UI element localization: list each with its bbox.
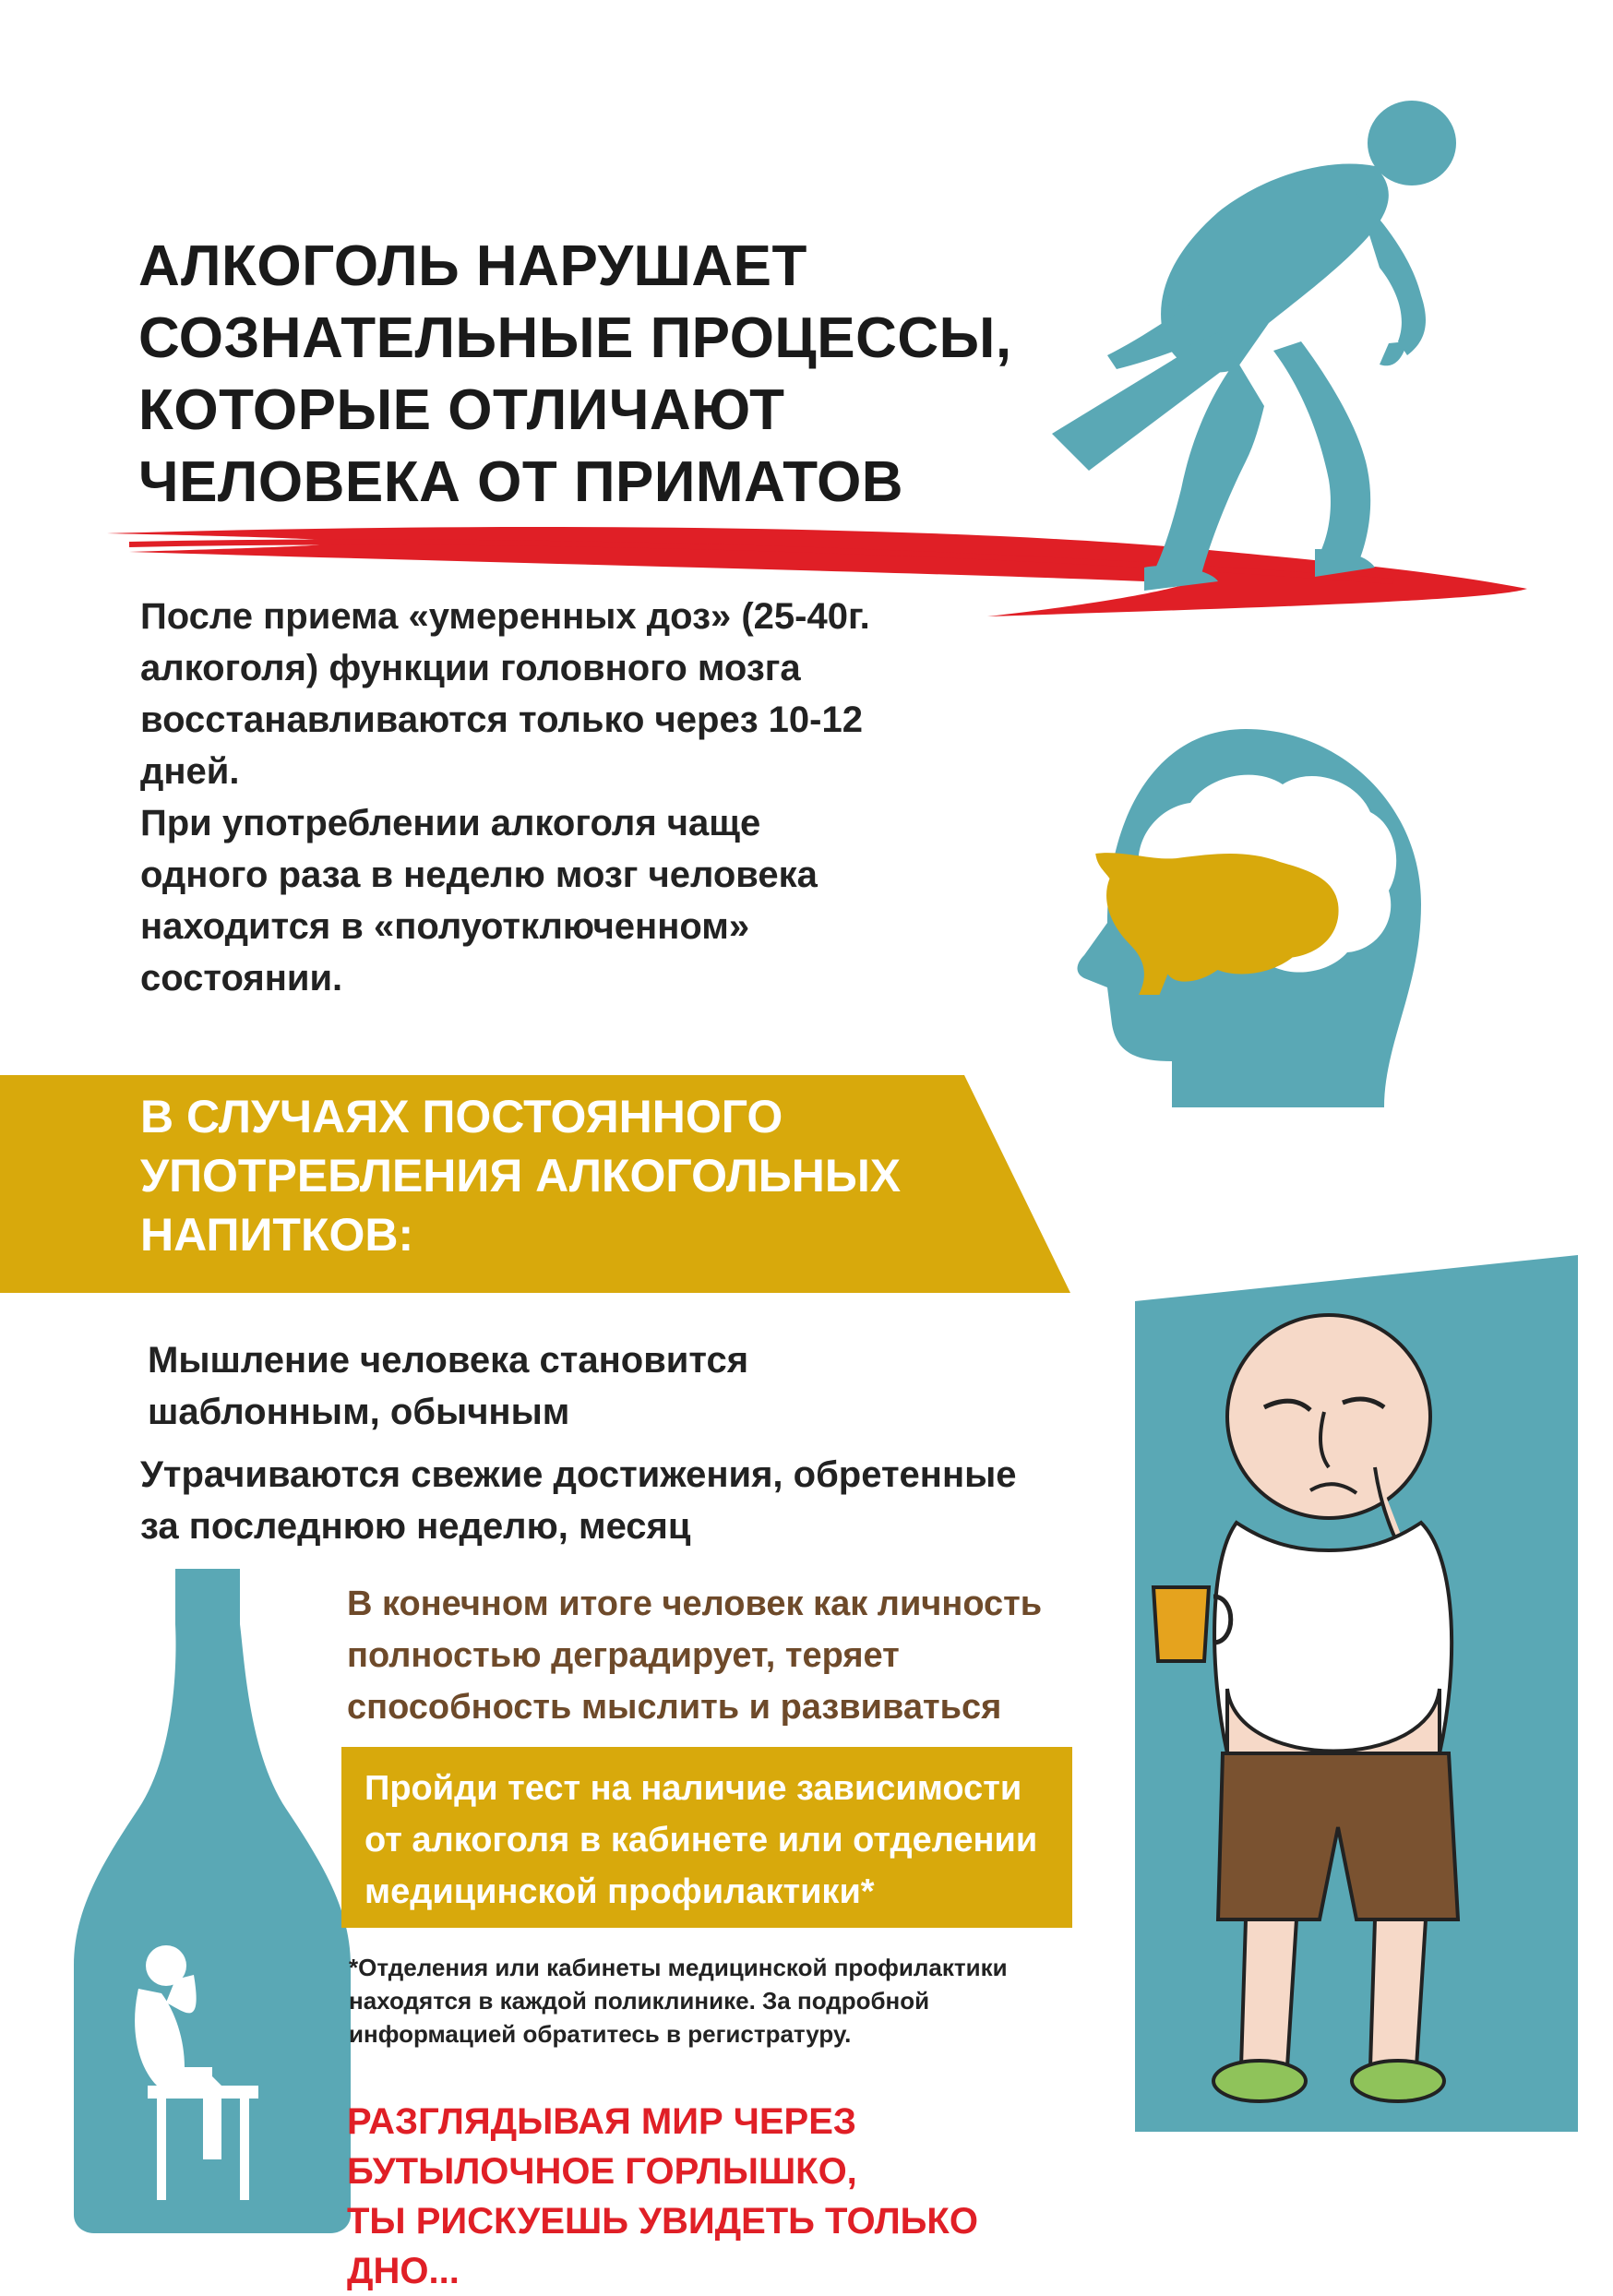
intro-line: одного раза в неделю мозг человека xyxy=(140,855,818,895)
intro-line: дней. xyxy=(140,751,240,792)
drunk-man-cartoon-icon xyxy=(1135,1255,1578,2141)
effect-item-thinking xyxy=(148,1334,978,1438)
intro-paragraph xyxy=(140,591,1026,1004)
intro-line: алкоголя) функции головного мозга xyxy=(140,648,801,688)
footnote xyxy=(349,1951,1050,2051)
cta-text xyxy=(364,1763,1066,1918)
effect-line: шаблонным, обычным xyxy=(148,1392,570,1432)
footnote-line: *Отделения или кабинеты медицинской профилактики xyxy=(349,1954,1008,1981)
effect-line: за последнюю неделю, месяц xyxy=(140,1506,691,1547)
cta-line: от алкоголя в кабинете или отделении xyxy=(364,1821,1038,1860)
cta-line: Пройди тест на наличие зависимости xyxy=(364,1769,1022,1808)
intro-line: восстанавливаются только через 10-12 xyxy=(140,700,863,740)
footnote-line: находятся в каждой поликлинике. За подробной xyxy=(349,1987,930,2015)
slogan-line: ТЫ РИСКУЕШЬ УВИДЕТЬ ТОЛЬКО ДНО... xyxy=(347,2201,978,2291)
page-title xyxy=(138,231,1061,519)
title-line-2: СОЗНАТЕЛЬНЫЕ ПРОЦЕССЫ, xyxy=(138,306,1012,370)
slogan xyxy=(347,2097,1085,2296)
cta-line: медицинской профилактики* xyxy=(364,1872,875,1911)
slogan-line: БУТЫЛОЧНОЕ ГОРЛЫШКО, xyxy=(347,2151,857,2192)
intro-line: состоянии. xyxy=(140,958,343,999)
title-line-1: АЛКОГОЛЬ НАРУШАЕТ xyxy=(138,234,807,298)
conclusion-line: В конечном итоге человек как личность xyxy=(347,1584,1043,1623)
conclusion-line: способность мыслить и развиваться xyxy=(347,1688,1002,1727)
banner-line: НАПИТКОВ: xyxy=(140,1209,414,1261)
intro-line: После приема «умеренных доз» (25-40г. xyxy=(140,596,870,637)
conclusion-line: полностью деградирует, теряет xyxy=(347,1636,900,1675)
footnote-line: информацией обратитесь в регистратуру. xyxy=(349,2020,852,2048)
drunk-man-silhouette-icon xyxy=(1052,92,1532,591)
slogan-line: РАЗГЛЯДЫВАЯ МИР ЧЕРЕЗ xyxy=(347,2101,856,2142)
title-line-4: ЧЕЛОВЕКА ОТ ПРИМАТОВ xyxy=(138,450,904,514)
title-line-3: КОТОРЫЕ ОТЛИЧАЮТ xyxy=(138,378,785,442)
conclusion-paragraph xyxy=(347,1578,1085,1733)
effect-item-memory xyxy=(140,1449,1063,1552)
head-brain-icon xyxy=(1034,711,1440,1117)
intro-line: При употреблении алкоголя чаще xyxy=(140,803,761,843)
intro-line: находится в «полуотключенном» xyxy=(140,906,750,947)
section-banner xyxy=(140,1087,971,1264)
banner-line: В СЛУЧАЯХ ПОСТОЯННОГО xyxy=(140,1091,783,1142)
bottle-with-sad-man-icon xyxy=(74,1569,369,2233)
banner-line: УПОТРЕБЛЕНИЯ АЛКОГОЛЬНЫХ xyxy=(140,1150,902,1202)
effect-line: Утрачиваются свежие достижения, обретенные xyxy=(140,1454,1017,1495)
effect-line: Мышление человека становится xyxy=(148,1340,749,1381)
